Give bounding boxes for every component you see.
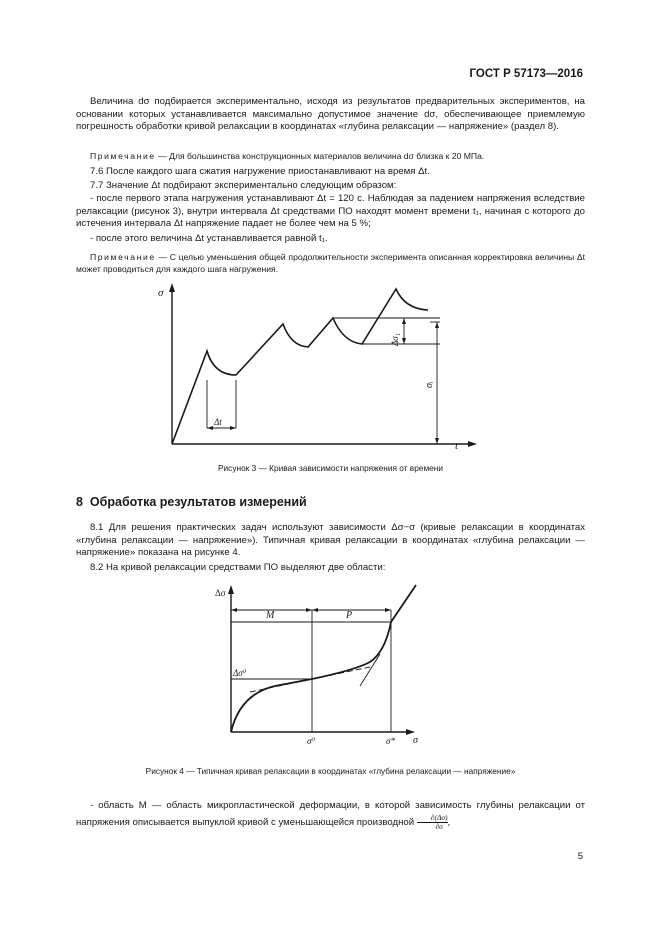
figure-4-caption: Рисунок 4 — Типичная кривая релаксации в координатах «глубина релаксации — напряжение» (145, 766, 516, 776)
fig4-x-label: σ (413, 735, 418, 746)
fig4-dsigma0-label: Δσ⁰ (233, 668, 247, 678)
fig4-region-m: M (266, 610, 275, 621)
formula-denominator: ∂σ (435, 822, 443, 831)
fig3-dt-label: Δt (214, 417, 222, 427)
bullet-2: - после этого величина Δt устанавливается равной t₁. (90, 233, 328, 244)
bullet-1: - после первого этапа нагружения устанавливают Δt = 120 с. Наблюдая за падением напряжения вследствие релаксации (рисунок 3), внутри интервала Δt средствами ПО находят момент времени t₁, начиная с которого до истечения интервала Δt напряжение падает не более чем на 5 %; (76, 193, 585, 230)
fig4-sigma0-label: σ⁰ (307, 736, 316, 746)
section-title: Обработка результатов измерений (89, 495, 307, 509)
fig3-y-label: σ (158, 287, 164, 299)
figure-3-caption: Рисунок 3 — Кривая зависимости напряжения от времени (218, 463, 443, 473)
fig3-y-arrow (169, 283, 175, 292)
fig3-sigma-i-label: σᵢ (424, 381, 435, 388)
fig3-dsigma-label: Δσ₁ (390, 333, 400, 346)
derivative-formula (417, 814, 448, 831)
fig4-tangent-p (360, 654, 380, 686)
bullet-region-m (76, 798, 585, 831)
document-header: ГОСТ Р 57173—2016 (469, 68, 583, 80)
fig4-region-p: P (346, 610, 353, 621)
item-7-6: 7.6 После каждого шага сжатия нагружение приостанавливают на время Δt. (90, 166, 430, 177)
figure-4-diagram (215, 582, 425, 750)
figure-3-diagram (150, 280, 480, 450)
note-2-label: Примечание (90, 252, 156, 262)
bullet-m-text: - область M — область микропластической деформации, в которой зависимость глубины релаксации от напряжения описывается выпуклой кривой с уменьшающейся производной (76, 800, 585, 829)
formula-numerator: ∂(Δσ) (417, 814, 448, 823)
note-1-label: Примечание (90, 151, 156, 161)
fig3-stress-line (172, 289, 428, 444)
note-1 (76, 150, 585, 162)
note-2 (76, 251, 585, 275)
note-2-text: — С целью уменьшения общей продолжительности эксперимента описанная корректировка величины Δt может проводиться для каждого шага нагружения. (76, 252, 585, 274)
item-7-7: 7.7 Значение Δt подбирают экспериментально следующим образом: (90, 180, 397, 191)
fig3-x-axis-label: t (455, 440, 459, 452)
section-number: 8 (76, 495, 83, 509)
bullet-m-end: , (447, 817, 451, 829)
section-8-heading (76, 495, 307, 509)
item-8-1: 8.1 Для решения практических задач используют зависимости Δσ−σ (кривые релаксации в координатах «глубина релаксации — напряжение»). Типичная кривая релаксации в координатах «глубина релаксации — напряжение» показана на рисунке 4. (76, 522, 585, 559)
fig3-stress-curve (172, 290, 426, 444)
fig4-relaxation-curve (231, 585, 416, 732)
note-1-text: — Для большинства конструкционных материалов величина dσ близка к 20 МПа. (155, 151, 485, 161)
item-8-2: 8.2 На кривой релаксации средствами ПО выделяют две области: (90, 562, 386, 573)
fig3-x-arrow (468, 441, 477, 447)
fig4-sigma-star-label: σ* (386, 736, 395, 746)
fig4-y-label: Δσ (215, 588, 226, 598)
intro-paragraph: Величина dσ подбирается экспериментально, исходя из результатов предварительных экспериментов, на основании которых устанавливается максимально допустимое значение dσ, обеспечивающее приемлемую погрешность обработки кривой релаксации в координатах «глубина релаксации — напряжение» (раздел 8). (76, 96, 585, 133)
page-number: 5 (577, 851, 583, 862)
